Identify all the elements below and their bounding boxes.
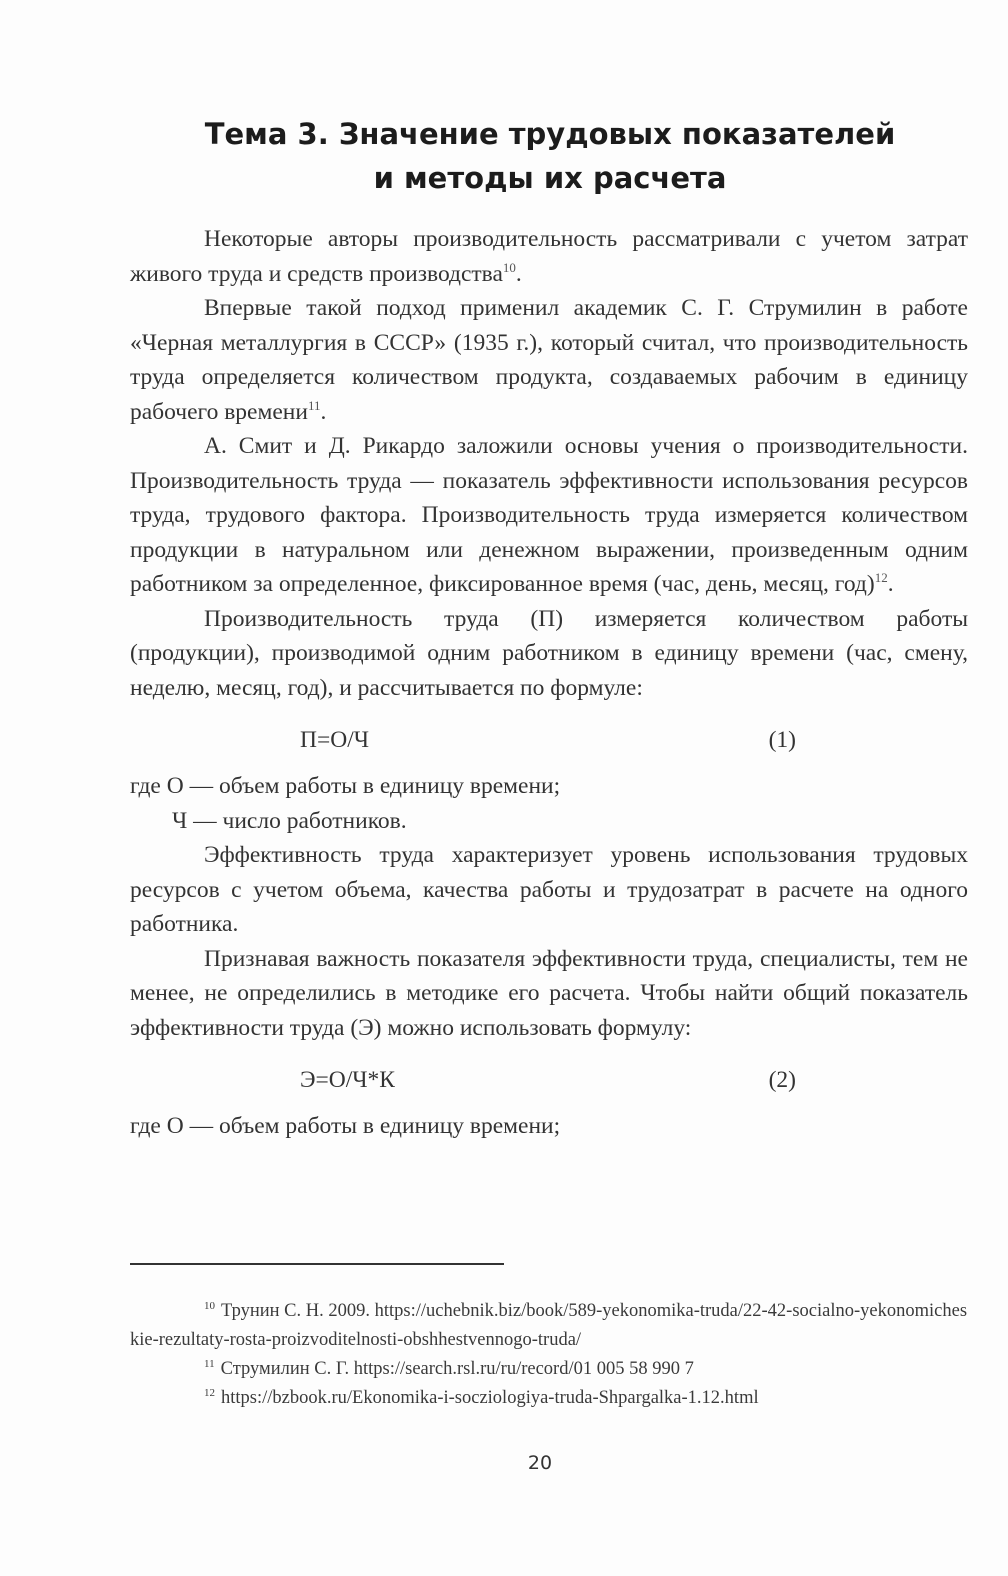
footnote-ref-12: 12 [874,570,888,586]
paragraph-2-end: . [320,398,327,425]
paragraph-2 [130,291,968,429]
footnote-11-number: 11 [204,1357,215,1370]
footnote-10 [130,1297,968,1355]
footnote-12 [130,1384,968,1413]
footnote-12-text: https://bzbook.ru/Ekonomika-i-socziologiya-truda-Shpargalka-1.12.html [221,1388,759,1408]
formula-1 [130,713,968,765]
paragraph-1-end: . [515,260,522,287]
page-number: 20 [527,1452,553,1474]
paragraph-3-text: А. Смит и Д. Рикардо заложили основы учения о производительности. Производительность труда — показатель эффективности использования ресурсов труда, трудового фактора. Производительность труда измеряется количеством продукции в натуральном или денежном выражении, произведенным одним работником за определенное, фиксированное время (час, день, месяц, год) [130,433,968,597]
footnote-divider [130,1263,504,1265]
paragraph-6: Признавая важность показателя эффективности труда, специалисты, тем не менее, не определились в методике его расчета. Чтобы найти общий показатель эффективности труда (Э) можно использовать формулу: [130,945,968,1041]
paragraph-5: Эффективность труда характеризует уровень использования трудовых ресурсов с учетом объема, качества работы и трудозатрат в расчете на одного работника. [130,842,968,937]
paragraph-3 [130,429,968,602]
footnote-ref-10: 10 [502,259,516,275]
formula-1-number: (1) [768,727,796,753]
paragraph-4: Производительность труда (П) измеряется количеством работы (продукции), производимой одним работником в единицу времени (час, смену, неделю, месяц, год), и рассчитывается по формуле: [130,605,968,701]
section-title [130,112,970,200]
where-1-line-1: где О — объем работы в единицу времени; [130,773,561,799]
where-2-line-1: где О — объем работы в единицу времени; [130,1113,561,1139]
paragraph-1 [130,222,968,291]
footnote-11 [130,1355,968,1384]
footnote-10-text: Трунин С. Н. 2009. https://uchebnik.biz/book/589-yekonomika-truda/22-42-socialno-yekonomicheskie-rezultaty-rosta-proizvoditelnosti-obshhestvennogo-truda/ [130,1301,968,1350]
paragraph-2-text: Впервые такой подход применил академик С. Г. Струмилин в работе «Черная металлургия в СССР» (1935 г.), который считал, что производительность труда определяется количеством продукта, создаваемых рабочим в единицу рабочего времени [130,295,968,425]
where-1-line-2: Ч — число работников. [172,807,407,834]
footnote-12-number: 12 [204,1386,215,1399]
body-text [130,222,968,1144]
section-title-line-1: Тема 3. Значение трудовых показателей [204,117,896,151]
footnote-10-number: 10 [204,1299,215,1312]
formula-2-expression: Э=О/Ч*К [300,1067,395,1093]
formula-2-number: (2) [768,1067,796,1093]
formula-2 [130,1053,968,1105]
paragraph-1-text: Некоторые авторы производительность рассматривали с учетом затрат живого труда и средств производства [130,226,968,287]
footnote-ref-11: 11 [307,397,321,413]
section-title-line-2: и методы их расчета [373,161,727,195]
footnotes [130,1297,968,1413]
formula-1-expression: П=О/Ч [300,727,369,753]
footnote-11-text: Струмилин С. Г. https://search.rsl.ru/ru/record/01 005 58 990 7 [220,1359,694,1379]
paragraph-3-end: . [887,571,894,597]
